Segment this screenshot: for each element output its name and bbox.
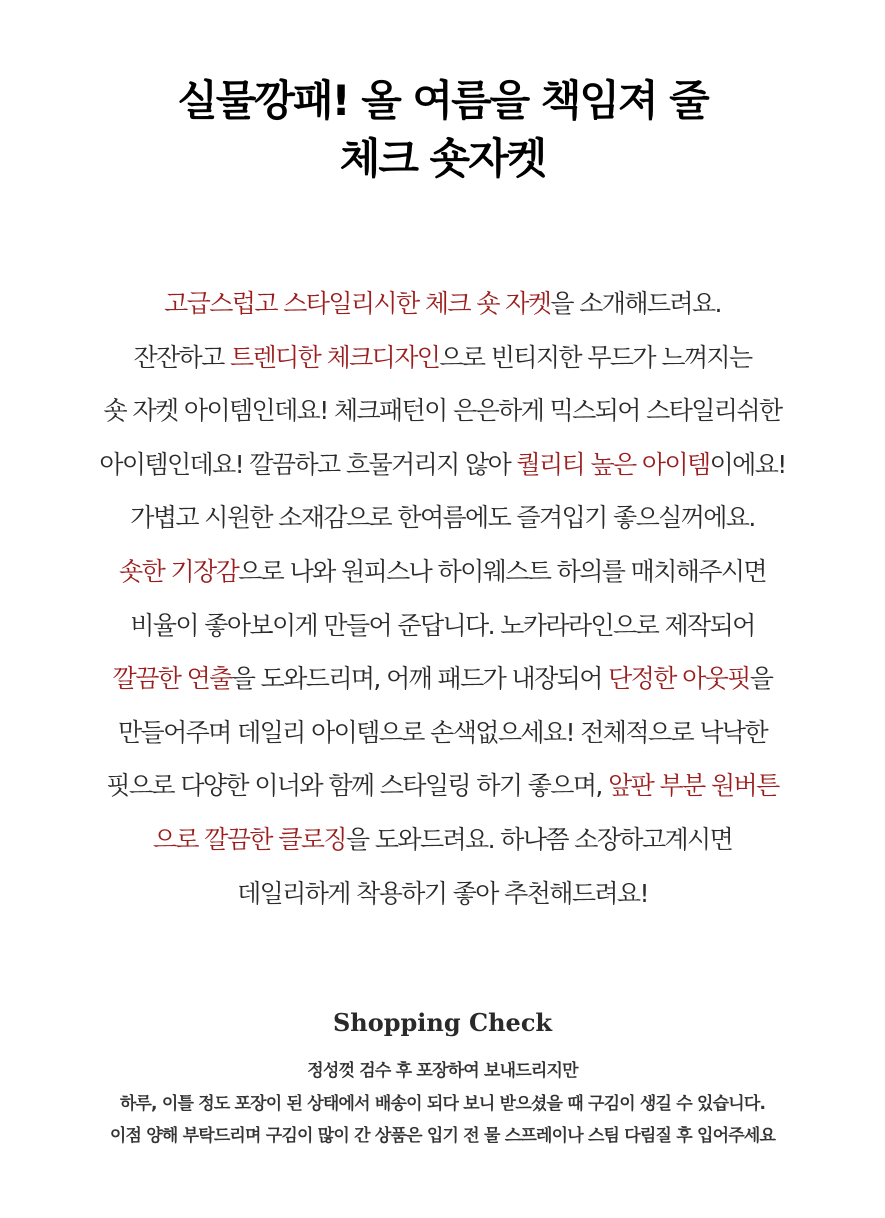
shopping-check-line: 하루, 이틀 정도 포장이 된 상태에서 배송이 되다 보니 받으셨을 때 구김이 생길 수 있습니다. (119, 1093, 766, 1114)
highlight-text: 퀄리티 높은 아이템 (516, 449, 710, 479)
body-text: 을 (749, 664, 773, 694)
shopping-check-notice (0, 1055, 885, 1153)
description-line (0, 599, 885, 653)
highlight-text: 고급스럽고 스타일리시한 체크 숏 자켓 (164, 289, 551, 318)
highlight-text: 깔끔한 연출 (112, 664, 232, 694)
body-text: 아이템인데요! 깔끔하고 흐물거리지 않아 (99, 449, 517, 479)
description-line (0, 384, 885, 438)
body-text: 이에요! (709, 449, 786, 479)
title-line-2: 체크 숏자켓 (339, 134, 546, 183)
highlight-text: 으로 깔끔한 클로징 (152, 824, 346, 854)
body-text: 을 소개해드려요. (550, 289, 721, 318)
description-line (0, 759, 885, 813)
title-line-1: 실물깡패! 올 여름을 책임져 줄 (177, 76, 708, 125)
shopping-check-line: 정성껏 검수 후 포장하여 보내드리지만 (307, 1061, 578, 1081)
body-text: 으로 나와 원피스나 하이웨스트 하의를 매치해주시면 (238, 556, 766, 586)
body-text: 을 도와드려요. 하나쯤 소장하고계시면 (345, 824, 733, 854)
body-text: 잔잔하고 (133, 342, 231, 372)
description-line (0, 867, 885, 921)
product-description (0, 277, 885, 920)
highlight-text: 앞판 부분 원버튼 (608, 771, 779, 801)
body-text: 으로 빈티지한 무드가 느껴지는 (439, 342, 752, 372)
shopping-check-line: 이점 양해 부탁드리며 구김이 많이 간 상품은 입기 전 물 스프레이나 스팀 다림질 후 입어주세요 (109, 1126, 776, 1146)
body-text: 만들어주며 데일리 아이템으로 손색없으세요! 전체적으로 낙낙한 (117, 717, 767, 747)
description-line (0, 813, 885, 867)
highlight-text: 숏한 기장감 (119, 556, 239, 586)
description-line (0, 706, 885, 760)
description-line (0, 331, 885, 385)
highlight-text: 단정한 아웃핏 (608, 664, 750, 694)
page-title (0, 72, 885, 188)
description-line (0, 545, 885, 599)
description-line (0, 652, 885, 706)
body-text: 데일리하게 착용하기 좋아 추천해드려요! (237, 878, 648, 908)
body-text: 을 도와드리며, 어깨 패드가 내장되어 (231, 664, 609, 694)
body-text: 숏 자켓 아이템인데요! 체크패턴이 은은하게 믹스되어 스타일리쉬한 (103, 396, 782, 426)
body-text: 비율이 좋아보이게 만들어 준답니다. 노카라라인으로 제작되어 (130, 610, 755, 640)
description-line (0, 491, 885, 545)
body-text: 가볍고 시원한 소재감으로 한여름에도 즐겨입기 좋으실꺼에요. (130, 503, 755, 533)
description-line (0, 438, 885, 492)
body-text: 핏으로 다양한 이너와 함께 스타일링 하기 좋으며, (106, 771, 609, 801)
shopping-check-title: Shopping Check (332, 1008, 553, 1037)
highlight-text: 트렌디한 체크디자인 (230, 342, 440, 372)
description-line (0, 277, 885, 331)
